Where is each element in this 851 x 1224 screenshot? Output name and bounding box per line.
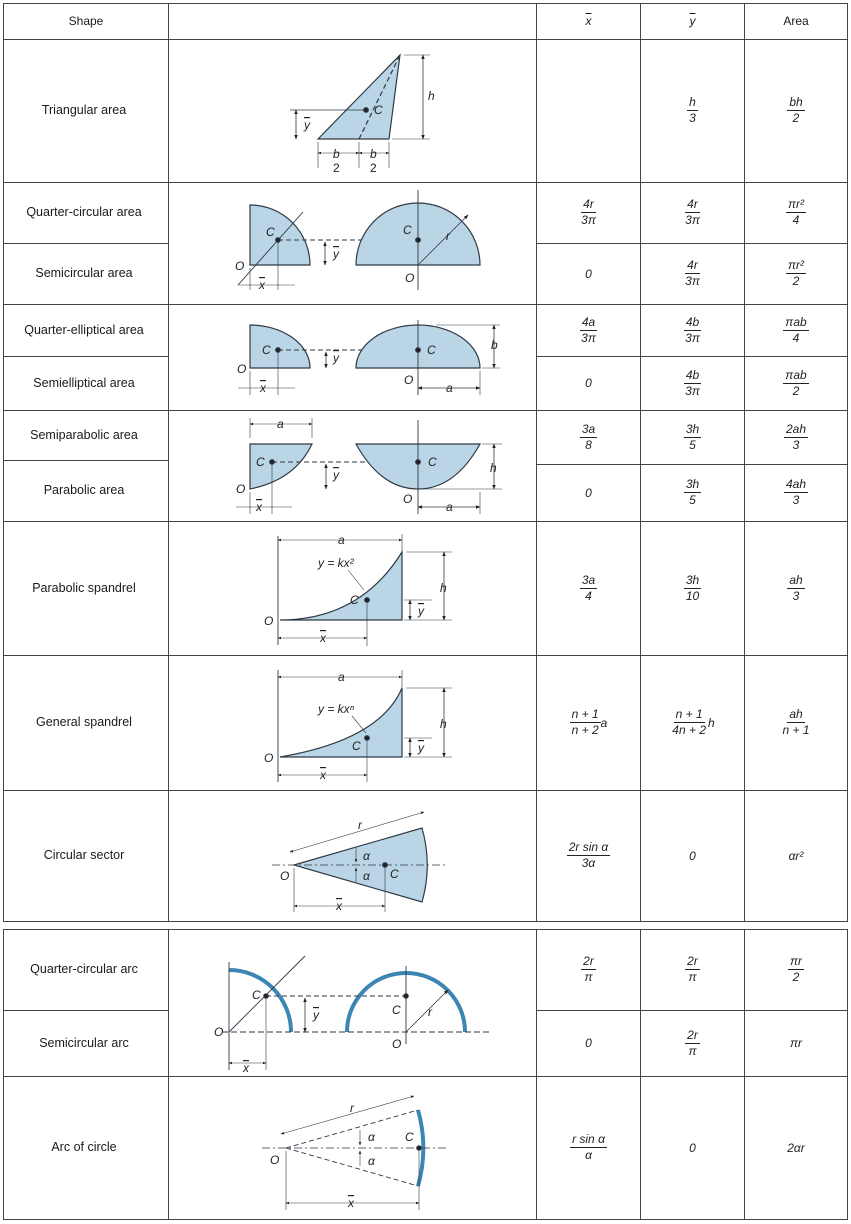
- ac-alpha-2: α: [368, 1154, 375, 1168]
- gs-o-label: O: [264, 751, 274, 765]
- cs-r-label: r: [358, 818, 362, 832]
- sc-c-label: C: [403, 223, 412, 237]
- ps-c-label: C: [350, 593, 359, 607]
- row-label: Arc of circle: [51, 1140, 117, 1154]
- denominator: 3: [792, 437, 800, 452]
- row-label: Triangular area: [41, 103, 127, 117]
- numerator: πr²: [787, 197, 805, 211]
- triangle-b-label-1: b: [333, 147, 340, 161]
- numerator: bh: [789, 95, 803, 109]
- denominator: 3π: [685, 330, 700, 345]
- denominator: 3: [792, 588, 800, 603]
- cs-o-label: O: [280, 869, 290, 883]
- denominator: π: [688, 970, 697, 984]
- numerator: 4ah: [785, 477, 807, 491]
- cs-xbar-label: x: [336, 899, 342, 913]
- row-label: Semicircular area: [35, 266, 133, 280]
- row-label: Circular sector: [43, 848, 125, 862]
- value-text: 0: [585, 266, 592, 281]
- denominator: 3π: [685, 274, 700, 288]
- numerator: 3h: [685, 477, 700, 491]
- circular-arc-diagram: [222, 956, 490, 1070]
- header-xbar: $\overline{x}$: [585, 14, 592, 28]
- general-spandrel-diagram: [278, 670, 452, 782]
- arc-of-circle-diagram: [262, 1096, 446, 1210]
- cs-alpha-2: α: [363, 869, 370, 883]
- qa-ybar-label: y: [313, 1008, 319, 1022]
- ps-o-label: O: [264, 614, 274, 628]
- value-text: 0: [585, 1036, 592, 1050]
- qe-o-label: O: [237, 362, 247, 376]
- qa-c-label: C: [252, 988, 261, 1002]
- ac-xbar-label: x: [348, 1196, 354, 1210]
- fraction-suffix: h: [708, 715, 715, 730]
- sp-o-label: O: [236, 482, 246, 496]
- gs-h-label: h: [440, 717, 447, 731]
- numerator: ah: [789, 572, 803, 587]
- qa-o-label: O: [214, 1025, 224, 1039]
- triangle-h-label: h: [428, 89, 435, 103]
- numerator: πab: [785, 367, 807, 382]
- denominator: 3π: [685, 383, 700, 398]
- sp-a-label: a: [277, 417, 284, 431]
- se-o-label: O: [404, 373, 414, 387]
- numerator: 4r: [583, 197, 594, 211]
- cs-alpha-1: α: [363, 849, 370, 863]
- numerator: 4a: [581, 314, 596, 329]
- denominator: 2: [792, 970, 800, 984]
- denominator: 10: [685, 588, 700, 603]
- numerator: 4r: [687, 197, 698, 211]
- denominator: 2: [792, 111, 800, 125]
- gs-eq-label: y = kxⁿ: [318, 702, 355, 716]
- numerator: 2r: [687, 1027, 698, 1042]
- denominator: 3π: [581, 330, 596, 345]
- numerator: h: [689, 95, 696, 109]
- numerator: n + 1: [675, 707, 703, 721]
- numerator: 3a: [581, 421, 596, 436]
- ac-o-label: O: [270, 1153, 280, 1167]
- ps-xbar-label: x: [320, 631, 326, 645]
- denominator: π: [584, 970, 593, 984]
- pa-a-label: a: [446, 500, 453, 514]
- gs-c-label: C: [352, 739, 361, 753]
- pa-h-label: h: [490, 461, 497, 475]
- denominator: n + 1: [782, 723, 810, 737]
- denominator: π: [688, 1043, 697, 1058]
- denominator: 3π: [685, 213, 700, 227]
- numerator: πr²: [787, 258, 805, 272]
- fraction-suffix: a: [600, 715, 608, 730]
- denominator: 2: [792, 383, 800, 398]
- gs-a-label: a: [338, 670, 345, 684]
- row-label: Semicircular arc: [39, 1035, 129, 1050]
- ac-r-label: r: [350, 1101, 354, 1115]
- numerator: πab: [785, 314, 807, 329]
- value-text: πr: [789, 1036, 803, 1050]
- numerator: 4r: [687, 258, 698, 272]
- sc-r-label: r: [446, 229, 450, 243]
- cs-c-label: C: [390, 867, 399, 881]
- triangle-b-label-2: b: [370, 147, 377, 161]
- qc-xbar-label: x: [259, 278, 265, 292]
- numerator: 4b: [685, 314, 700, 329]
- denominator: 3α: [581, 856, 596, 870]
- denominator: n + 2: [571, 723, 599, 737]
- value-text: 2αr: [787, 1140, 805, 1155]
- pa-o-label: O: [403, 492, 413, 506]
- triangle-c-label: C: [374, 103, 383, 117]
- qc-o-label: O: [235, 259, 245, 273]
- sa-o-label: O: [392, 1037, 402, 1051]
- numerator: 2r: [687, 954, 698, 968]
- parabolic-spandrel-diagram: [278, 534, 452, 646]
- triangle-2-label-1: 2: [333, 161, 340, 175]
- row-label: General spandrel: [36, 715, 132, 729]
- sa-r-label: r: [428, 1005, 432, 1019]
- gs-ybar-label: y: [418, 741, 424, 755]
- row-label: Quarter-elliptical area: [24, 322, 144, 337]
- header-area: Area: [783, 14, 809, 28]
- denominator: 5: [689, 493, 696, 507]
- numerator: 2r: [583, 954, 594, 968]
- qe-c-label: C: [262, 343, 271, 357]
- circular-area-diagram: [238, 190, 480, 290]
- numerator: ah: [789, 707, 803, 721]
- value-text: αr²: [788, 848, 804, 863]
- denominator: 8: [585, 437, 592, 452]
- denominator: 4n + 2: [672, 723, 706, 737]
- ps-eq-label: y = kx²: [318, 556, 354, 570]
- numerator: 2ah: [785, 421, 807, 436]
- ac-alpha-1: α: [368, 1130, 375, 1144]
- denominator: 4: [792, 330, 800, 345]
- qe-ybar-label: y: [333, 351, 339, 365]
- numerator: r sin α: [572, 1132, 605, 1146]
- denominator: 3: [792, 493, 800, 507]
- value-text: 0: [585, 485, 592, 500]
- denominator: 4: [792, 213, 800, 227]
- sp-ybar-label: y: [333, 468, 339, 482]
- row-label: Quarter-circular area: [26, 205, 142, 219]
- numerator: 4b: [685, 367, 700, 382]
- sc-o-label: O: [405, 271, 415, 285]
- denominator: 2: [792, 274, 800, 288]
- sp-c-label: C: [256, 455, 265, 469]
- row-label: Parabolic area: [43, 483, 125, 497]
- se-c-label: C: [427, 343, 436, 357]
- qe-xbar-label: x: [260, 381, 266, 395]
- denominator: α: [585, 1148, 592, 1162]
- row-label: Parabolic spandrel: [32, 580, 136, 595]
- numerator: πr: [789, 954, 803, 968]
- ps-h-label: h: [440, 581, 447, 595]
- row-label: Quarter-circular arc: [30, 962, 138, 976]
- value-text: 0: [689, 1140, 696, 1155]
- parabolic-area-diagram: [236, 418, 502, 514]
- value-text: 0: [689, 848, 696, 863]
- pa-c-label: C: [428, 455, 437, 469]
- denominator: 5: [689, 437, 696, 452]
- numerator: 2r sin α: [568, 840, 609, 854]
- value-text: 0: [585, 376, 592, 390]
- numerator: 3a: [581, 572, 596, 587]
- denominator: 3: [689, 111, 696, 125]
- header-shape: Shape: [68, 14, 104, 28]
- ps-a-label: a: [338, 533, 345, 547]
- sa-c-label: C: [392, 1003, 401, 1017]
- numerator: n + 1: [571, 707, 599, 721]
- elliptical-area-diagram: [238, 320, 500, 395]
- triangle-diagram: [290, 55, 430, 168]
- triangle-ybar-label: y: [304, 118, 310, 132]
- header-ybar: $\overline{y}$: [689, 14, 696, 28]
- row-label: Semielliptical area: [33, 375, 135, 390]
- qc-ybar-label: y: [333, 247, 339, 261]
- numerator: 3h: [685, 572, 700, 587]
- row-label: Semiparabolic area: [30, 427, 138, 442]
- sp-xbar-label: x: [256, 500, 262, 514]
- gs-xbar-label: x: [320, 768, 326, 782]
- denominator: 3π: [581, 213, 596, 227]
- triangle-2-label-2: 2: [370, 161, 377, 175]
- ps-ybar-label: y: [418, 604, 424, 618]
- qc-c-label: C: [266, 225, 275, 239]
- qa-xbar-label: x: [243, 1061, 249, 1075]
- se-b-label: b: [491, 338, 498, 352]
- numerator: 3h: [685, 421, 700, 436]
- se-a-label: a: [446, 381, 453, 395]
- denominator: 4: [585, 588, 592, 603]
- ac-c-label: C: [405, 1130, 414, 1144]
